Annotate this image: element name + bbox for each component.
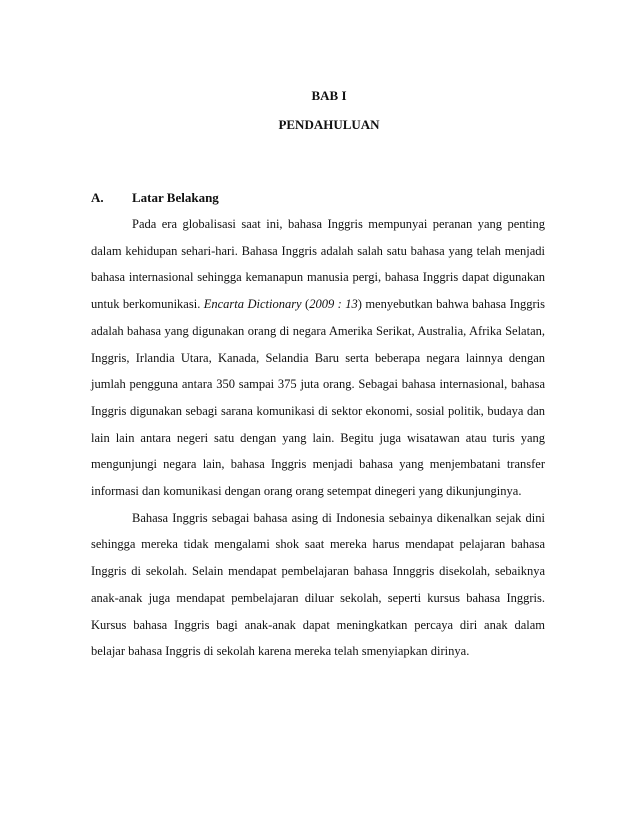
paragraph-1-text-b: menyebutkan bahwa bahasa Inggris adalah bahasa yang digunakan orang di negara Amerika Serikat, Australia, Afrika Selatan, Inggris, Irlandia Utara, Kanada, Selandia Baru serta beberapa negara lainnya dengan jumlah pengguna antara 350 sampai 375 juta orang. Sebagai bahasa internasional, bahasa Inggris digunakan sebagi sarana komunikasi di sektor ekonomi, sosial politik, budaya dan lain lain antara negeri satu dengan yang lain. Begitu juga wisatawan atau turis yang mengunjungi negara lain, bahasa Inggris menjadi bahasa yang menjembatani transfer informasi dan komunikasi dengan orang orang setempat dinegeri yang dikunjunginya. (91, 297, 545, 499)
citation-paren-open: ( (301, 297, 310, 312)
chapter-number: BAB I (311, 88, 347, 103)
paragraph-1-text-a: Pada era globalisasi saat ini, bahasa Inggris mempunyai peranan yang penting dalam kehidupan sehari-hari. Bahasa Inggris adalah salah satu bahasa yang telah menjadi bahasa internasional sehingga kemanapun manusia pergi, bahasa Inggris dapat digunakan untuk berkomunikasi. (91, 217, 545, 312)
section-letter: A. (91, 190, 104, 205)
section-title: Latar Belakang (132, 190, 219, 205)
section-heading (91, 190, 219, 206)
paragraph-1 (91, 211, 545, 505)
citation-source: Encarta Dictionary (203, 297, 302, 312)
chapter-title: PENDAHULUAN (278, 117, 380, 132)
paragraph-2: Bahasa Inggris sebagai bahasa asing di Indonesia sebainya dikenalkan sejak dini sehingga mereka tidak mengalami shok saat mereka harus mendapat pelajaran bahasa Inggris di sekolah. Selain mendapat pembelajaran bahasa Innggris disekolah, sebaiknya anak-anak juga mendapat pembelajaran diluar sekolah, seperti kursus bahasa Inggris. Kursus bahasa Inggris bagi anak-anak dapat meningkatkan percaya diri anak dalam belajar bahasa Inggris di sekolah karena mereka telah smenyiapkan dirinya. (91, 510, 545, 659)
body-text (91, 211, 545, 665)
citation-paren-close: ) (357, 297, 362, 312)
citation-year: 2009 : 13 (309, 297, 358, 312)
